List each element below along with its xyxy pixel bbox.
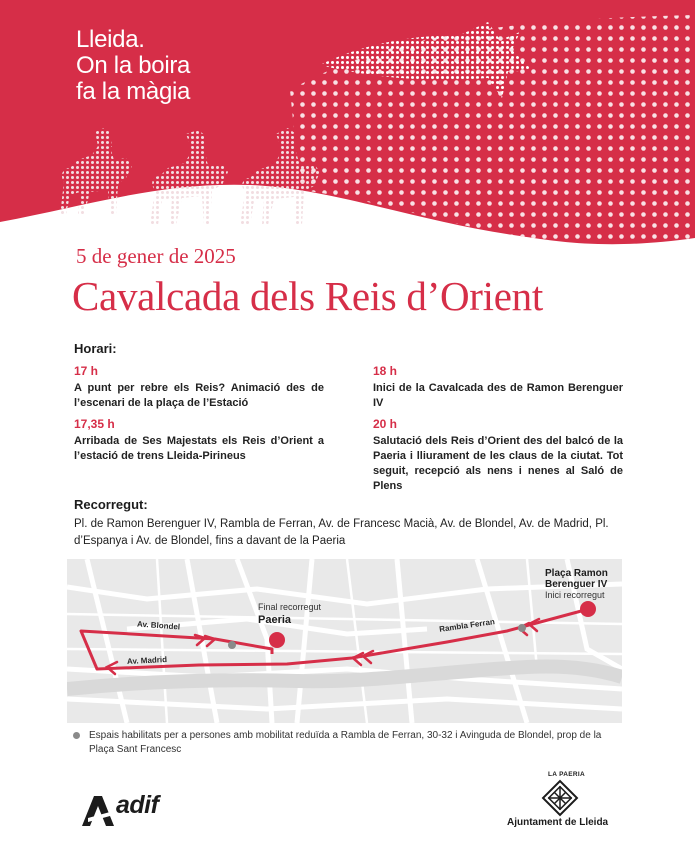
map-streets <box>67 559 622 723</box>
schedule-item <box>373 417 623 494</box>
paeria-logo-bottom: Ajuntament de Lleida <box>507 817 609 828</box>
schedule-time: 17,35 h <box>74 417 115 431</box>
schedule-time: 18 h <box>373 364 398 378</box>
start-place-line-1: Plaça Ramon <box>545 568 608 579</box>
header-banner <box>0 0 695 250</box>
event-date: 5 de gener de 2025 <box>76 244 236 268</box>
start-marker-icon <box>580 601 596 617</box>
route-map-drawing <box>67 559 622 723</box>
street-label: Rambla Ferran <box>438 617 496 634</box>
end-place: Paeria <box>258 614 292 626</box>
schedule-item <box>74 417 324 464</box>
slogan <box>76 27 190 105</box>
note-bullet-icon <box>73 732 80 739</box>
paeria-logo-top: LA PAERIA <box>548 771 586 778</box>
street-label: Av. Madrid <box>126 654 168 667</box>
street-label: Av. Blondel <box>136 619 181 632</box>
schedule-item <box>74 364 324 411</box>
schedule-item <box>373 364 623 411</box>
camel-kings-illustration <box>60 128 320 225</box>
event-title: Cavalcada dels Reis d’Orient <box>72 273 543 319</box>
end-label: Final recorregut <box>258 602 322 612</box>
schedule-description: Salutació dels Reis d’Orient des del balcó de la Paeria i lliurament de les claus de la ciutat. Tot seguit, recepció als nens i nenes al Saló de Plens <box>373 435 623 492</box>
accessible-point-icon <box>518 624 526 632</box>
schedule-label: Horari: <box>74 341 117 356</box>
end-marker-icon <box>269 632 285 648</box>
accessible-point-icon <box>228 641 236 649</box>
slogan-line-3: fa la màgia <box>76 78 191 105</box>
adif-logo-text: adif <box>116 791 159 819</box>
schedule-time: 20 h <box>373 417 398 431</box>
route-description: Pl. de Ramon Berenguer IV, Rambla de Ferran, Av. de Francesc Macià, Av. de Blondel, Av. de Madrid, Pl. d’Espanya i Av. de Blondel, fins a davant de la Paeria <box>74 518 609 547</box>
paeria-shield-icon <box>540 778 580 818</box>
slogan-line-1: Lleida. <box>76 26 145 53</box>
schedule-description: A punt per rebre els Reis? Animació des de l’escenari de la plaça de l’Estació <box>74 382 324 409</box>
start-label: Inici recorregut <box>545 590 605 600</box>
start-place <box>545 568 608 590</box>
route-map <box>67 559 622 723</box>
start-place-line-2: Berenguer IV <box>545 579 608 590</box>
accessibility-note: Espais habilitats per a persones amb mobilitat reduïda a Rambla de Ferran, 30-32 i Avinguda de Blondel, prop de la Plaça Sant Francesc <box>89 730 602 755</box>
schedule-description: Arribada de Ses Majestats els Reis d’Orient a l’estació de trens Lleida-Pirineus <box>74 435 324 462</box>
slogan-line-2: On la boira <box>76 52 191 79</box>
route-label: Recorregut: <box>74 497 148 512</box>
schedule-description: Inici de la Cavalcada des de Ramon Berenguer IV <box>373 382 623 409</box>
schedule-time: 17 h <box>74 364 99 378</box>
